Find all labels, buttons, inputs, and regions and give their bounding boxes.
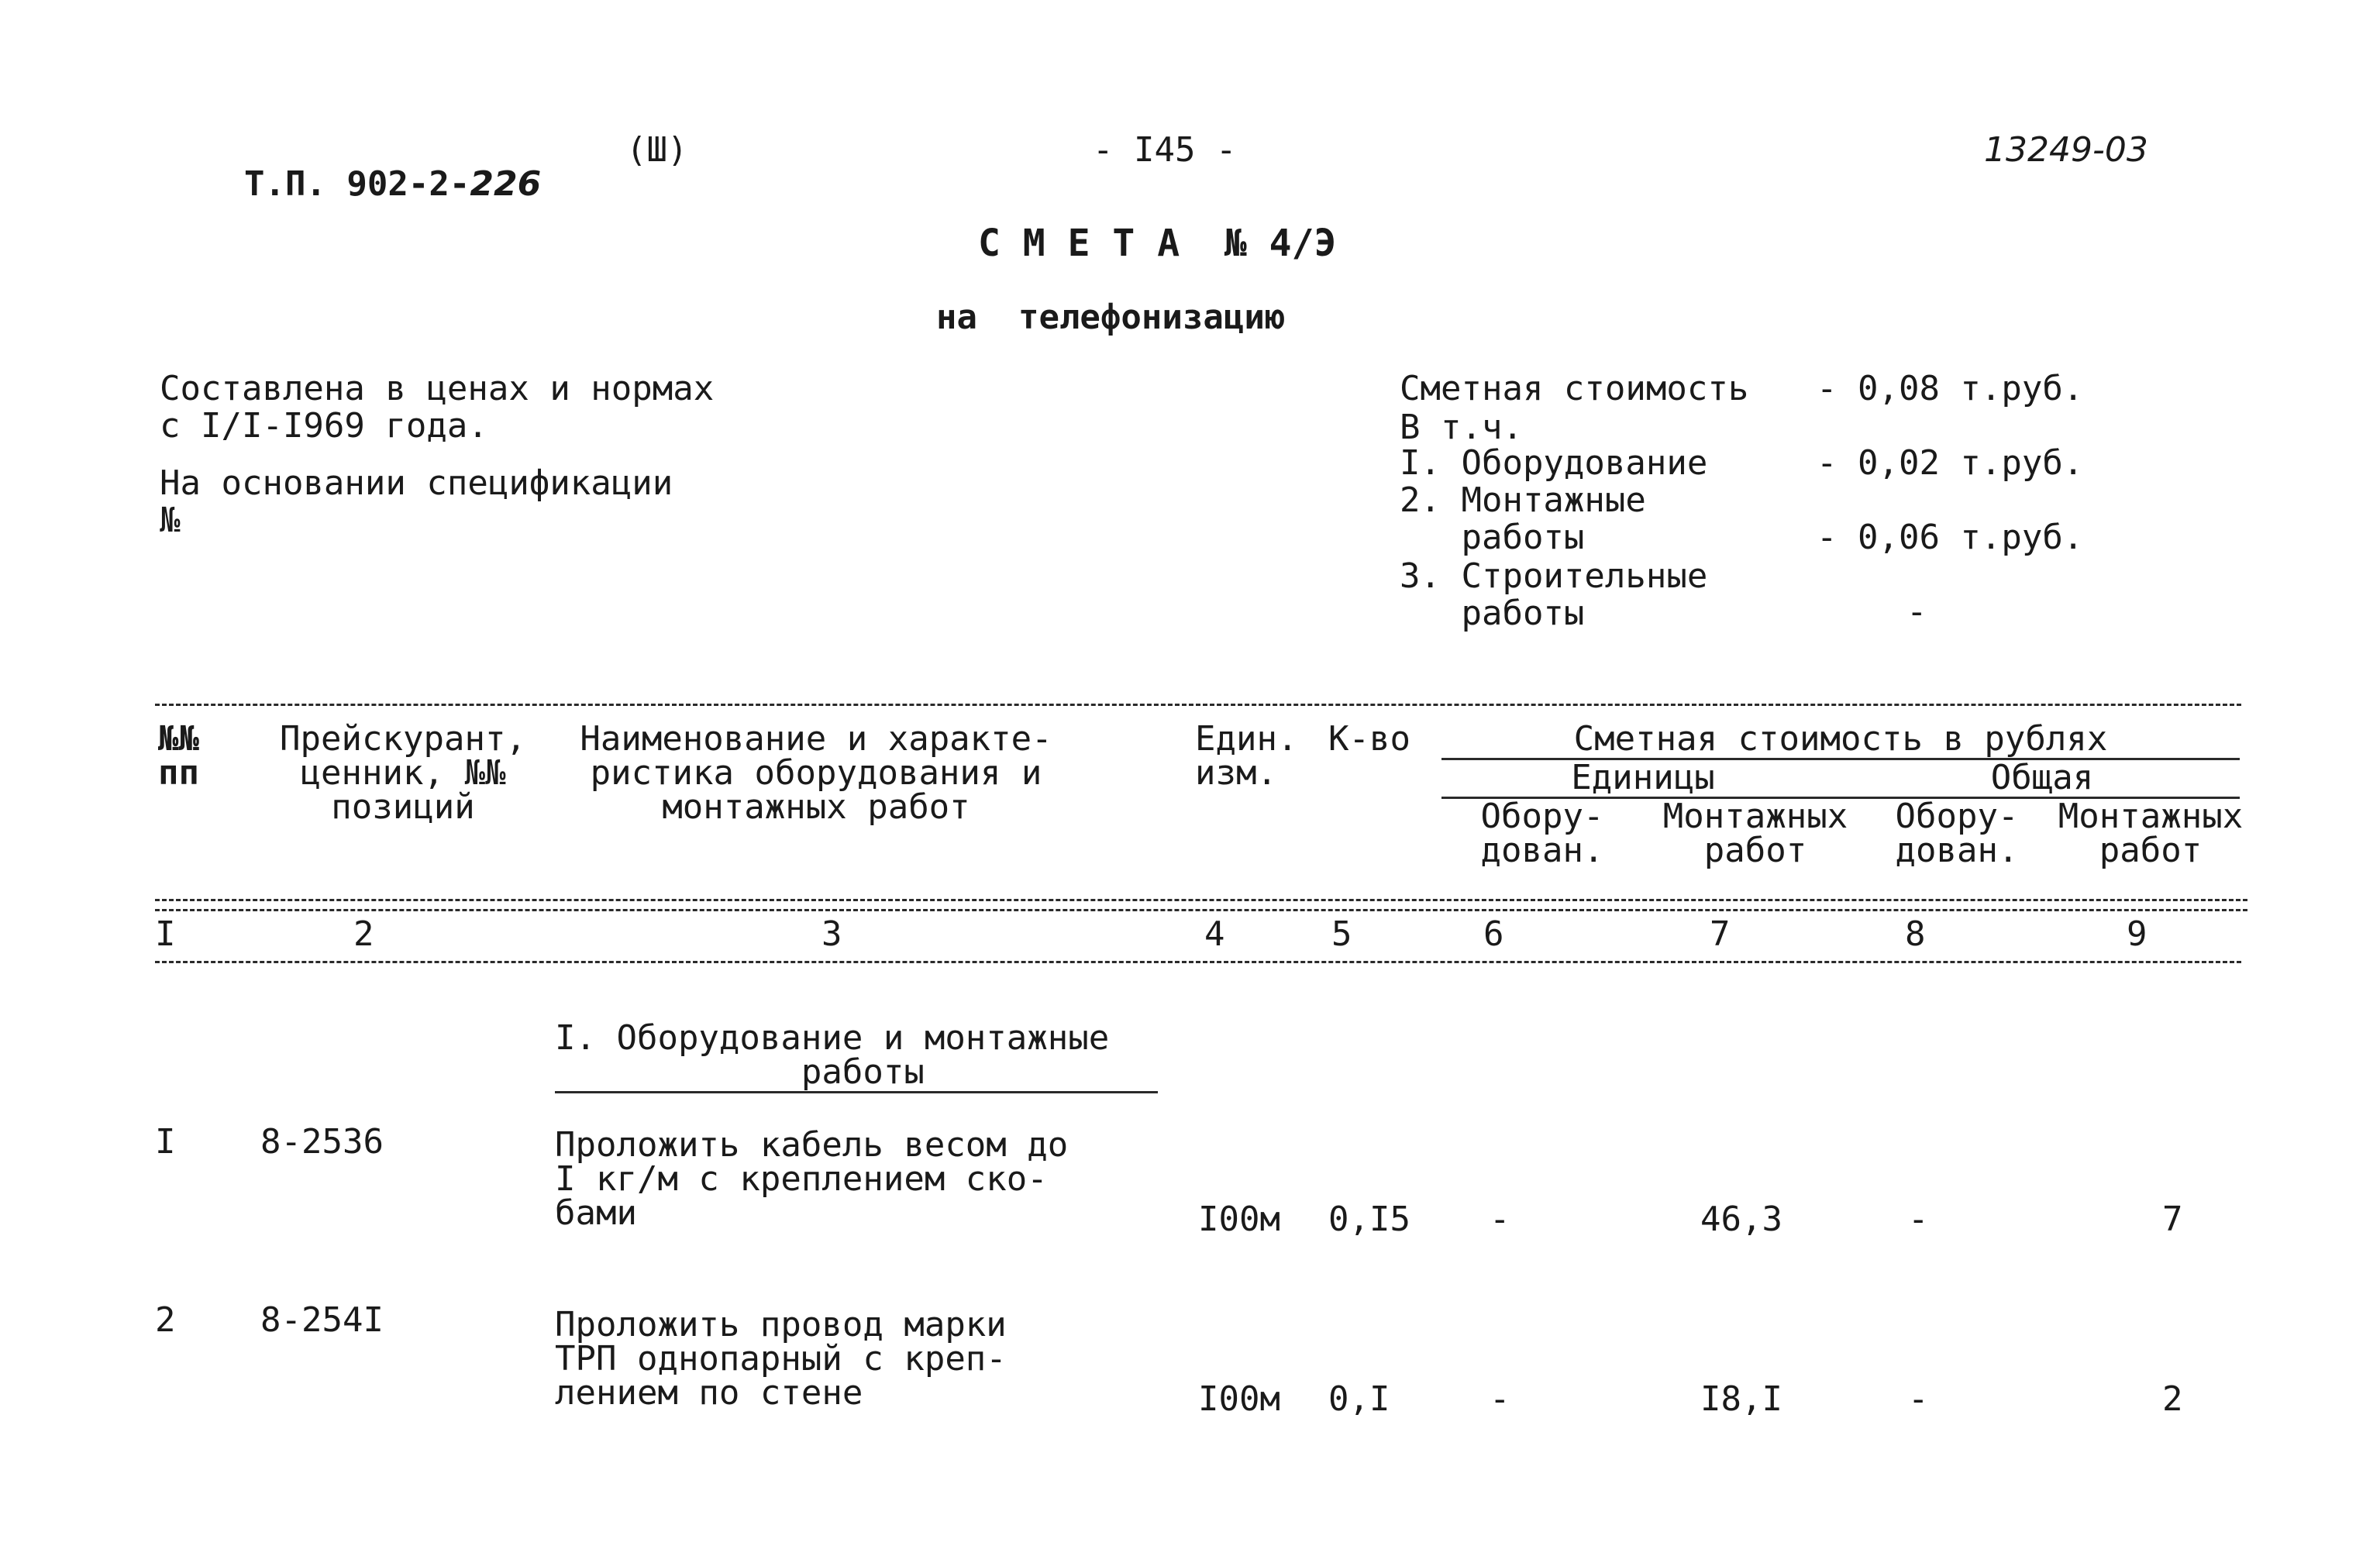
- row-code: 8-254I: [260, 1300, 384, 1340]
- mounting-value: - 0,06 т.руб.: [1817, 518, 2084, 557]
- col-header-total-equipment: Обору- дован.: [1895, 797, 2019, 870]
- col-header-unit-mounting: Монтажных работ: [1662, 797, 1848, 870]
- col-number-9: 9: [2127, 914, 2148, 954]
- row-quantity: 0,I: [1328, 1379, 1390, 1419]
- mounting-label-b: работы: [1400, 518, 1585, 557]
- construction-label-a: 3. Строительные: [1400, 556, 1708, 596]
- row-quantity: 0,I5: [1328, 1200, 1410, 1239]
- estimate-subtitle: на телефонизацию: [936, 298, 1286, 337]
- col-number-3: 3: [821, 914, 842, 954]
- col-number-rule: [155, 961, 2241, 963]
- row-unit-equipment: -: [1490, 1379, 1510, 1419]
- unit-group-header: Единицы: [1571, 758, 1715, 797]
- specification-number: №: [160, 501, 181, 540]
- cost-group-rule: [1441, 758, 2240, 760]
- col-header-quantity: К-во: [1328, 719, 1410, 759]
- equipment-value: - 0,02 т.руб.: [1817, 443, 2084, 483]
- prices-basis: Составлена в ценах и нормах: [160, 369, 715, 408]
- row-unit-mounting: 46,3: [1700, 1200, 1782, 1239]
- row-code: 8-2536: [260, 1122, 384, 1162]
- total-cost-value: - 0,08 т.руб.: [1817, 369, 2084, 408]
- header-bottom-rule: [155, 899, 2247, 911]
- page-number: - I45 -: [1093, 130, 1237, 170]
- document-number: 13249-03: [1984, 130, 2148, 170]
- equipment-label: I. Оборудование: [1400, 443, 1708, 483]
- row-unit-mounting: I8,I: [1700, 1379, 1782, 1419]
- col-header-total-mounting: Монтажных работ: [2058, 797, 2244, 870]
- table-top-rule: [155, 704, 2241, 706]
- col-header-description: Наименование и характе- ристика оборудования и монтажных работ: [580, 719, 1052, 827]
- row-number: 2: [155, 1300, 176, 1340]
- col-number-6: 6: [1483, 914, 1504, 954]
- col-header-unit: Един. изм.: [1195, 719, 1298, 793]
- col-number-5: 5: [1331, 914, 1352, 954]
- total-cost-label: Сметная стоимость: [1400, 369, 1749, 408]
- construction-label-b: работы: [1400, 594, 1585, 633]
- construction-value: -: [1906, 592, 1927, 632]
- project-code: Т.П. 902-2-226: [243, 164, 542, 204]
- col-header-number: №№ пп: [158, 719, 199, 793]
- col-number-8: 8: [1905, 914, 1926, 954]
- col-header-pricelist: Прейскурант, ценник, №№ позиций: [280, 719, 526, 827]
- row-unit: I00м: [1198, 1379, 1280, 1419]
- col-number-4: 4: [1204, 914, 1225, 954]
- section-title: I. Оборудование и монтажные работы: [555, 1018, 1110, 1092]
- row-total-equipment: -: [1908, 1379, 1929, 1419]
- col-number-7: 7: [1710, 914, 1731, 954]
- specification-basis: На основании спецификации: [160, 463, 673, 503]
- row-description: Проложить кабель весом до I кг/м с креплением ско- бами: [555, 1125, 1069, 1233]
- row-number: I: [155, 1122, 176, 1162]
- total-group-header: Общая: [1990, 758, 2094, 797]
- col-header-unit-equipment: Обору- дован.: [1480, 797, 1604, 870]
- row-unit: I00м: [1198, 1200, 1280, 1239]
- estimate-title: С М Е Т А № 4/Э: [978, 222, 1337, 265]
- row-description: Проложить провод марки ТРП однопарный с креп- лением по стене: [555, 1305, 1007, 1413]
- row-unit-equipment: -: [1490, 1200, 1510, 1239]
- section-title-underline: [555, 1091, 1158, 1093]
- volume-mark: (Ш): [626, 130, 688, 170]
- row-total-mounting: 7: [2162, 1200, 2183, 1239]
- prices-date: с I/I-I969 года.: [160, 406, 488, 446]
- row-total-equipment: -: [1908, 1200, 1929, 1239]
- including-label: В т.ч.: [1400, 408, 1523, 447]
- col-number-2: 2: [353, 914, 374, 954]
- cost-group-header: Сметная стоимость в рублях: [1573, 719, 2108, 759]
- mounting-label-a: 2. Монтажные: [1400, 480, 1646, 520]
- col-number-1: I: [155, 914, 176, 954]
- row-total-mounting: 2: [2162, 1379, 2183, 1419]
